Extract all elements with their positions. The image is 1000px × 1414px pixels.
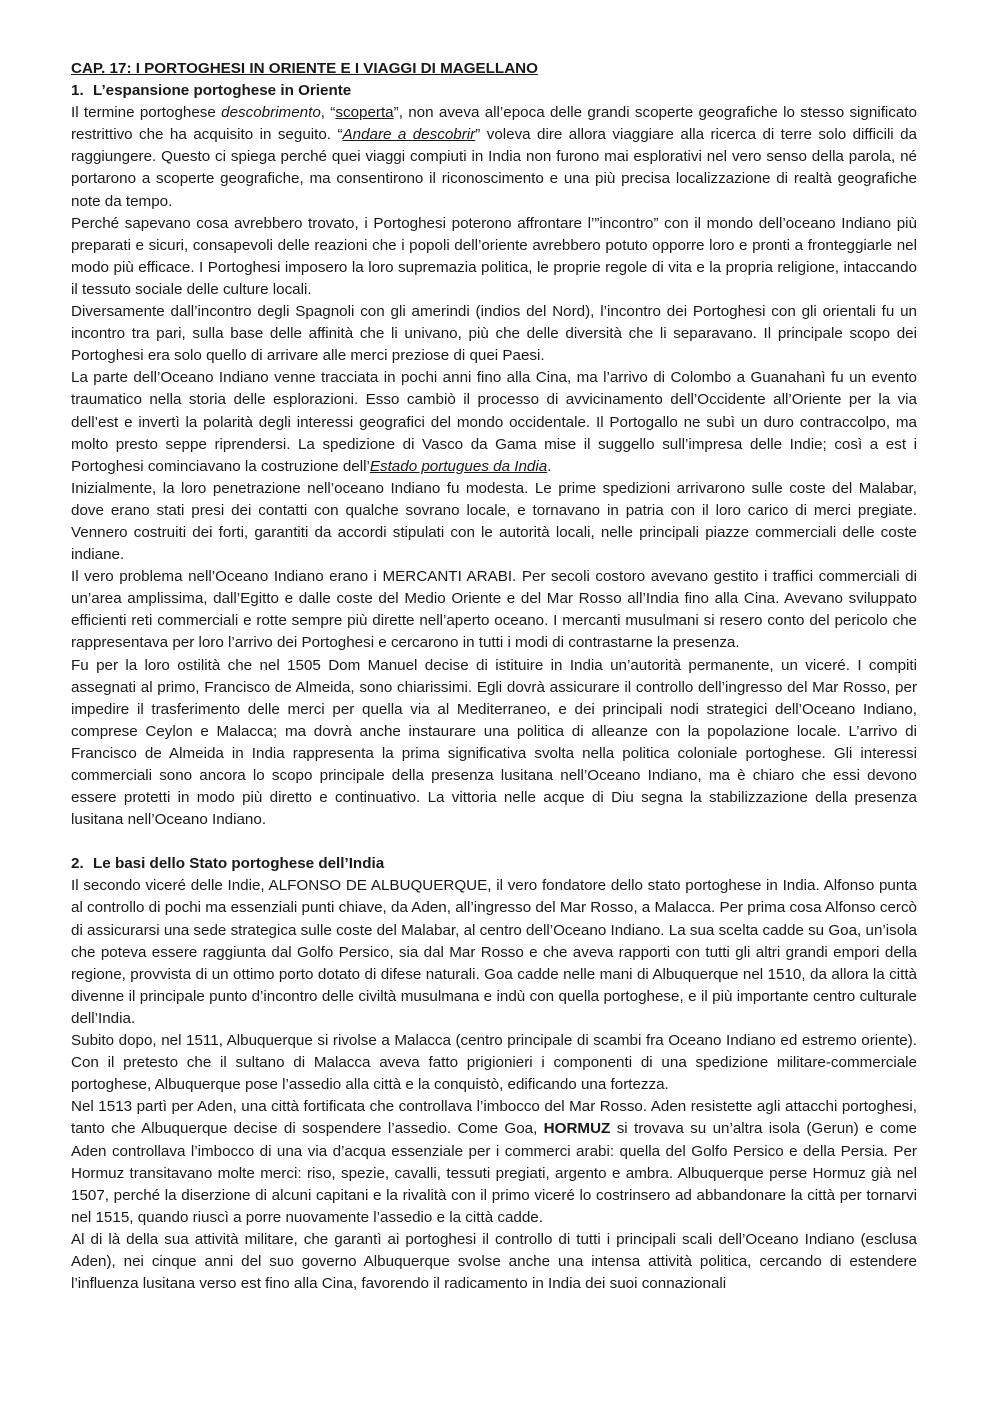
emphasized-text: Estado portugues da India	[369, 457, 548, 475]
text-run: La parte dell’Oceano Indiano venne tracciata in pochi anni fino alla Cina, ma l’arrivo di Colombo a Guanahanì fu un evento traumatico nella storia delle esplorazioni. Esso cambiò il processo di avvicinamento dell’Occidente all’Oriente per la via dell’est e invertì la polarità degli interessi geografici del mondo occidentale. Il Portogallo ne subì un duro contraccolpo, ma molto presto seppe riprendersi. La spedizione di Vasco da Gama mise il suggello sull’impresa delle Indie; così a est i Portoghesi cominciavano la costruzione dell’	[71, 369, 917, 475]
emphasized-text: Andare a descobrir	[342, 126, 476, 144]
section-heading	[71, 853, 917, 875]
paragraph	[71, 875, 917, 1030]
text-run: Diversamente dall’incontro degli Spagnoli con gli amerindi (indios del Nord), l’incontro dei Portoghesi con gli orientali fu un incontro tra pari, sulla base delle affinità che li univano, più che delle diversità che li separavano. Il principale scopo dei Portoghesi era solo quello di arrivare alle merci preziose di quei Paesi.	[71, 303, 917, 365]
text-run: Il termine portoghese	[71, 104, 222, 122]
document-body	[71, 80, 917, 1295]
text-run: .	[547, 457, 552, 475]
paragraph	[71, 566, 917, 654]
paragraph	[71, 367, 917, 477]
text-run: Inizialmente, la loro penetrazione nell’oceano Indiano fu modesta. Le prime spedizioni arrivarono sulle coste del Malabar, dove erano stati presi dei contatti con qualche sovrano locale, e tornavano in patria con il loro carico di merci pregiate. Vennero costruiti dei forti, garantiti da accordi stipulati con le autorità locali, nelle principali piazze commerciali delle coste indiane.	[71, 479, 917, 564]
paragraph	[71, 102, 917, 212]
section-number: 1.	[71, 82, 84, 100]
text-run: Al di là della sua attività militare, che garantì ai portoghesi il controllo di tutti i principali scali dell’Oceano Indiano (esclusa Aden), nei cinque anni del suo governo Albuquerque svolse anche una intensa attività politica, cercando di estendere l’influenza lusitana verso est fino alla Cina, favorendo il radicamento in India dei suoi connazionali	[71, 1230, 917, 1293]
text-run: Fu per la loro ostilità che nel 1505 Dom Manuel decise di istituire in India un’autorità permanente, un viceré. I compiti assegnati al primo, Francisco de Almeida, sono chiarissimi. Egli dovrà assicurare il controllo dell’ingresso del Mar Rosso, per impedire il trasferimento delle merci per quella via al Mediterraneo, e dei principali nodi strategici dell’Oceano Indiano, comprese Ceylon e Malacca; ma dovrà anche instaurare una politica di alleanze con la popolazione locale. L’arrivo di Francisco de Almeida in India rappresenta la prima significativa svolta nella politica coloniale portoghese. Gli interessi commerciali sono ancora lo scopo principale della presenza lusitana nell’Oceano Indiano, ma è chiaro che essi devono essere protetti in modo più diretto e continuativo. La vittoria nelle acque di Diu segna la stabilizzazione della presenza lusitana nell’Oceano Indiano.	[71, 656, 917, 829]
text-run: Perché sapevano cosa avrebbero trovato, i Portoghesi poterono affrontare l’”incontro” con il mondo dell’oceano Indiano più preparati e sicuri, consapevoli delle reazioni che i popoli dell’oriente avrebbero potuto opporre loro e pronti a fronteggiarle nel modo più efficace. I Portoghesi imposero la loro supremazia politica, le proprie regole di vita e la propria religione, intaccando il tessuto sociale delle culture locali.	[71, 214, 917, 298]
text-run: Nel 1513 partì per Aden, una città fortificata che controllava l’imbocco del Mar Rosso. Aden resistette agli attacchi portoghesi, tanto che Albuquerque decise di sospendere l’assedio. Come Goa,	[71, 1098, 917, 1138]
section-number: 2.	[71, 855, 84, 873]
emphasized-text: descobrimento	[221, 104, 321, 122]
document-page	[71, 58, 917, 1295]
text-run: , “	[320, 104, 336, 122]
chapter-title: CAP. 17: I PORTOGHESI IN ORIENTE E I VIAGGI DI MAGELLANO	[71, 60, 538, 77]
paragraph	[71, 478, 917, 566]
section-heading	[71, 80, 917, 102]
paragraph	[71, 1030, 917, 1096]
text-run: si trovava su un’altra isola (Gerun) e come Aden controllava l’imbocco di una via d’acqua essenziale per i commerci arabi: quella del Golfo Persico e della Persia. Per Hormuz transitavano molte merci: riso, spezie, cavalli, tessuti pregiati, argento e ambra. Albuquerque perse Hormuz già nel 1507, perché la diserzione di alcuni capitani e la rivalità con il primo viceré lo costrinsero ad abbandonare la città per tornarvi nel 1515, quando riuscì a porre nuovamente l’assedio e la città cadde.	[71, 1120, 917, 1226]
text-run: Il vero problema nell’Oceano Indiano erano i MERCANTI ARABI. Per secoli costoro avevano gestito i traffici commerciali di un’area amplissima, dall’Egitto e dalle coste del Medio Oriente e del Mar Rosso all’India fino alla Cina. Avevano sviluppato efficienti reti commerciali e rotte sempre più dirette nell’aperto oceano. I mercanti musulmani si resero conto del pericolo che rappresentava per loro l’arrivo dei Portoghesi e cercarono in tutti i modi di contrastarne la presenza.	[71, 568, 917, 652]
section-title: Le basi dello Stato portoghese dell’India	[93, 855, 385, 873]
paragraph	[71, 301, 917, 367]
paragraph	[71, 655, 917, 832]
text-run: ” voleva dire allora viaggiare alla ricerca di terre solo difficili da raggiungere. Questo ci spiega perché quei viaggi compiuti in India non furono mai esplorativi nel vero senso della parola, né portarono a scoperte geografiche, ma consentirono il riconoscimento e una più precisa localizzazione di realtà geografiche note da tempo.	[71, 126, 917, 210]
text-run: ”, non aveva all’epoca delle grandi scoperte geografiche lo stesso significato restrittivo che ha acquisito in seguito. “	[71, 104, 917, 144]
paragraph	[71, 1229, 917, 1295]
section-title: L’espansione portoghese in Oriente	[93, 82, 352, 100]
emphasized-text: HORMUZ	[543, 1120, 611, 1138]
paragraph	[71, 1096, 917, 1229]
text-run: Subito dopo, nel 1511, Albuquerque si rivolse a Malacca (centro principale di scambi fra Oceano Indiano ed estremo oriente). Con il pretesto che il sultano di Malacca aveva fatto prigionieri i componenti di una spedizione militare-commerciale portoghese, Albuquerque pose l’assedio alla città e la conquistò, edificando una fortezza.	[71, 1032, 917, 1094]
paragraph	[71, 213, 917, 301]
emphasized-text: scoperta	[335, 104, 394, 122]
text-run: Il secondo viceré delle Indie, ALFONSO DE ALBUQUERQUE, il vero fondatore dello stato portoghese in India. Alfonso punta al controllo di pochi ma essenziali punti chiave, da Aden, all’ingresso del Mar Rosso, a Malacca. Per prima cosa Alfonso cercò di assicurarsi una sede strategica sulle coste del Malabar, al centro dell’Oceano Indiano. La sua scelta cadde su Goa, un’isola che poteva essere raggiunta dal Golfo Persico, sia dal Mar Rosso e che aveva rapporti con tutti gli altri grandi empori della regione, provvista di un ottimo porto dotato di difese naturali. Goa cadde nelle mani di Albuquerque nel 1510, da allora la città divenne il principale punto d’incontro delle civiltà musulmana e indù con quella portoghese, e il più importante centro culturale dell’India.	[71, 877, 917, 1027]
